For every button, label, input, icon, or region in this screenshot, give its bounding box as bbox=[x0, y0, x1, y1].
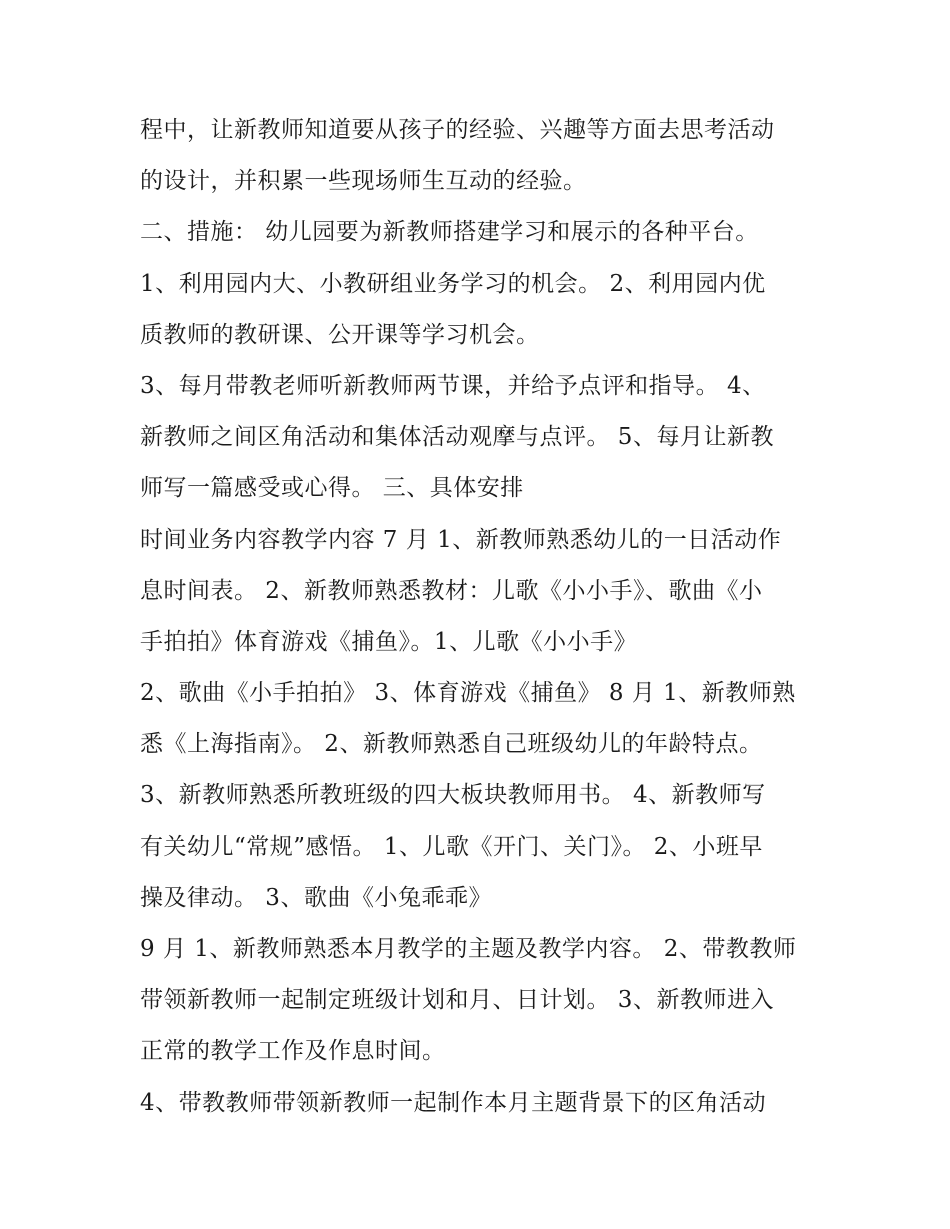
text-line: 息时间表。 2、新教师熟悉教材：儿歌《小小手》、歌曲《小 bbox=[140, 577, 763, 604]
text-line: 程中，让新教师知道要从孩子的经验、兴趣等方面去思考活动 bbox=[140, 117, 775, 143]
text-line: 师写一篇感受或心得。 三、具体安排 bbox=[140, 475, 524, 502]
text-line: 有关幼儿“常规”感悟。 1、儿歌《开门、关门》。 2、小班早 bbox=[140, 833, 763, 860]
text-line: 操及律动。 3、歌曲《小兔乖乖》 bbox=[140, 884, 492, 911]
text-line: 3、新教师熟悉所教班级的四大板块教师用书。 4、新教师写 bbox=[140, 782, 766, 809]
body-text bbox=[140, 105, 820, 1129]
text-line: 带领新教师一起制定班级计划和月、日计划。 3、新教师进入 bbox=[140, 987, 774, 1014]
text-line: 正常的教学工作及作息时间。 bbox=[140, 1038, 446, 1065]
text-line: 手拍拍》体育游戏《捕鱼》。1、儿歌《小小手》 bbox=[140, 628, 638, 655]
text-line: 时间业务内容教学内容 7 月 1、新教师熟悉幼儿的一日活动作 bbox=[140, 526, 782, 553]
text-line: 新教师之间区角活动和集体活动观摩与点评。 5、每月让新教 bbox=[140, 424, 774, 451]
text-line: 3、每月带教老师听新教师两节课，并给予点评和指导。 4、 bbox=[140, 372, 766, 399]
text-line: 2、歌曲《小手拍拍》 3、体育游戏《捕鱼》 8 月 1、新教师熟 bbox=[140, 680, 796, 707]
text-line: 1、利用园内大、小教研组业务学习的机会。 2、利用园内优 bbox=[140, 270, 766, 297]
text-line: 质教师的教研课、公开课等学习机会。 bbox=[140, 321, 540, 348]
text-line: 二、措施： 幼儿园要为新教师搭建学习和展示的各种平台。 bbox=[140, 219, 759, 246]
text-line: 9 月 1、新教师熟悉本月教学的主题及教学内容。 2、带教教师 bbox=[140, 936, 797, 962]
text-line: 4、带教教师带领新教师一起制作本月主题背景下的区角活动 bbox=[140, 1089, 767, 1116]
text-line: 的设计，并积累一些现场师生互动的经验。 bbox=[140, 168, 587, 195]
text-line: 悉《上海指南》。 2、新教师熟悉自己班级幼儿的年龄特点。 bbox=[140, 731, 763, 758]
